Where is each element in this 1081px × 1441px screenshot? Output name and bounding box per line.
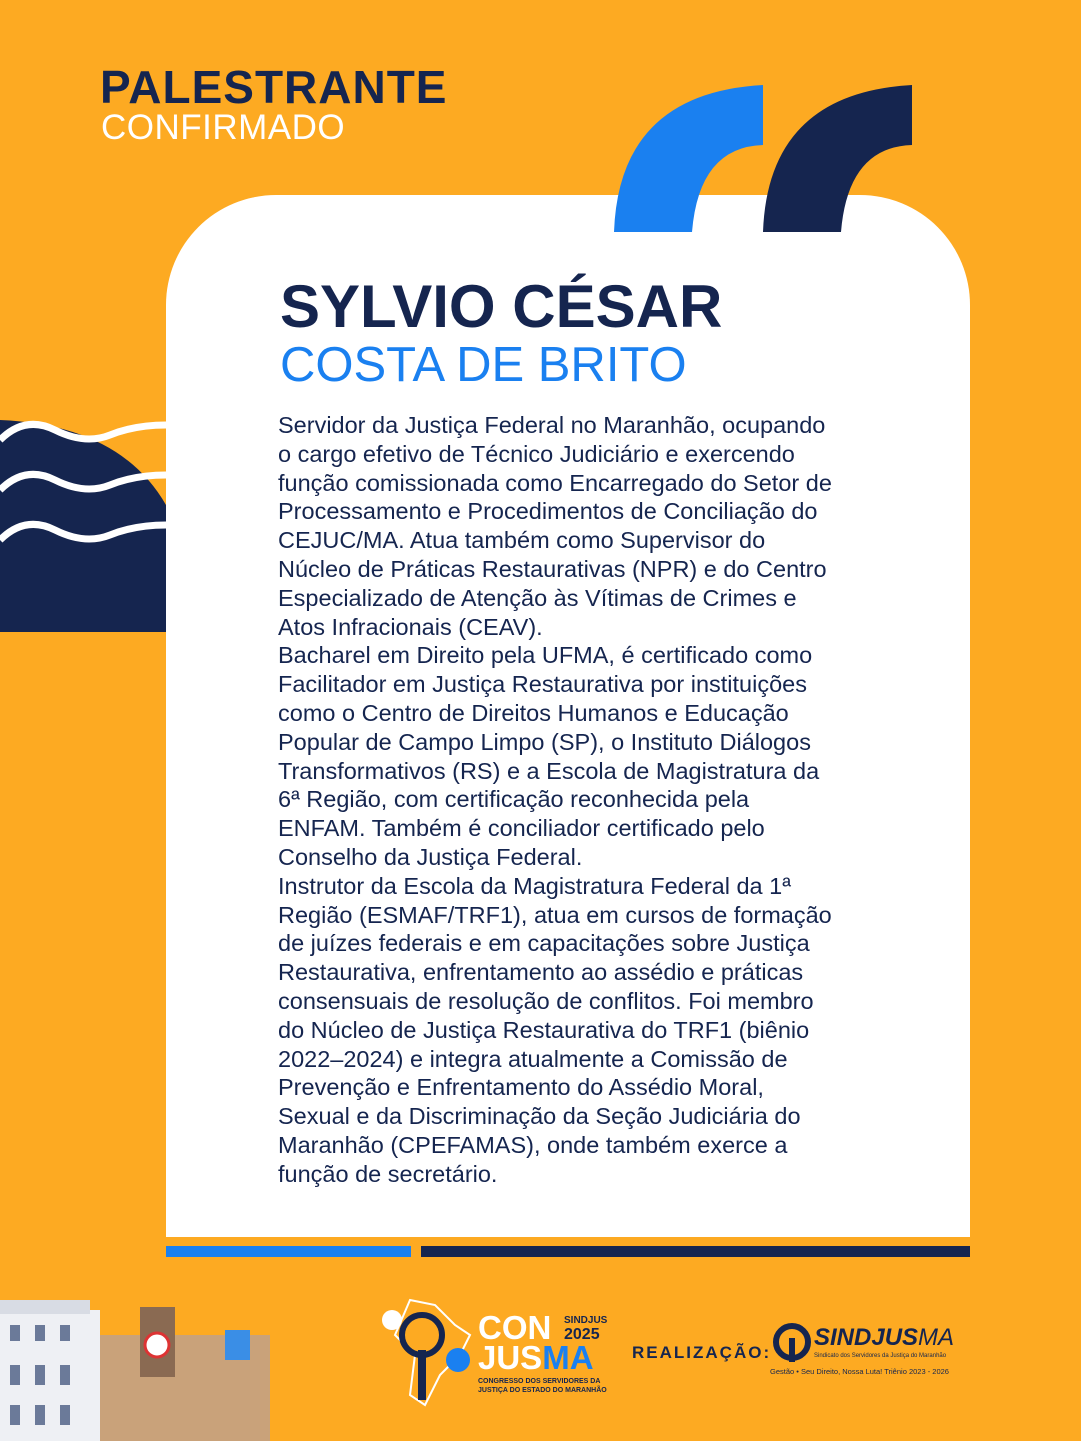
bio-line: Servidor da Justiça Federal no Maranhão, ocupando xyxy=(278,412,826,438)
bio-line: o cargo efetivo de Técnico Judiciário e exercendo xyxy=(278,440,795,467)
bio-line: Região (ESMAF/TRF1), atua em cursos de formação xyxy=(278,901,832,928)
bio-line: Prevenção e Enfrentamento do Assédio Moral, xyxy=(278,1074,764,1101)
bio-line: Atos Infracionais (CEAV). xyxy=(278,613,543,640)
bio-line: Conselho da Justiça Federal. xyxy=(278,843,583,870)
bio-line: Especializado de Atenção às Vítimas de Crimes e xyxy=(278,584,797,611)
speaker-first-name: SYLVIO CÉSAR xyxy=(280,273,723,340)
event-logo-jus: JUS xyxy=(478,1339,543,1376)
bio-line: de juízes federais e em capacitações sobre Justiça xyxy=(278,930,810,957)
bio-line: 6ª Região, com certificação reconhecida pela xyxy=(278,786,750,813)
event-logo xyxy=(380,1295,620,1410)
building-illustration xyxy=(0,1295,290,1441)
org-name-bold: SINDJUS xyxy=(814,1324,919,1351)
bio-line: Bacharel em Direito pela UFMA, é certificado como xyxy=(278,642,813,669)
org-name-light: MA xyxy=(918,1324,955,1351)
quote-mark-navy-icon xyxy=(763,85,912,232)
bio-line: Popular de Campo Limpo (SP), o Instituto Diálogos xyxy=(278,728,811,755)
divider-blue xyxy=(166,1246,411,1257)
org-logo xyxy=(770,1320,975,1380)
event-logo-emblem xyxy=(380,1295,475,1410)
bio-line: Maranhão (CPEFAMAS), onde também exerce a xyxy=(278,1131,788,1158)
org-logo-name xyxy=(814,1324,954,1352)
event-desc-line1: CONGRESSO DOS SERVIDORES DA xyxy=(478,1378,601,1385)
quote-mark-blue-icon xyxy=(614,85,763,232)
bio-line: função de secretário. xyxy=(278,1160,498,1187)
bio-line: Restaurativa, enfrentamento ao assédio e práticas xyxy=(278,959,804,986)
org-logo-motto: Gestão • Seu Direito, Nossa Luta! Triênio 2023 - 2026 xyxy=(770,1367,949,1376)
event-desc-line2: JUSTIÇA DO ESTADO DO MARANHÃO xyxy=(478,1387,607,1394)
event-logo-ma: MA xyxy=(542,1339,594,1376)
org-logo-tagline: Sindicato dos Servidores da Justiça do Maranhão xyxy=(814,1353,947,1359)
bio-line: Sexual e da Discriminação da Seção Judiciária do xyxy=(278,1103,801,1130)
bio-line: do Núcleo de Justiça Restaurativa do TRF1 (biênio xyxy=(278,1016,810,1043)
event-logo-description xyxy=(478,1377,607,1395)
bio-line: CEJUC/MA. Atua também como Supervisor do xyxy=(278,527,766,554)
org-logo-emblem xyxy=(772,1320,812,1364)
header-title: PALESTRANTE xyxy=(100,61,448,113)
bio-line: ENFAM. Também é conciliador certificado pelo xyxy=(278,815,765,842)
header-subtitle: CONFIRMADO xyxy=(101,108,346,147)
bio-line: Transformativos (RS) e a Escola de Magistratura da xyxy=(278,757,820,784)
wave-decoration xyxy=(0,405,170,635)
bio-line: Instrutor da Escola da Magistratura Federal da 1ª xyxy=(278,872,791,899)
bio-line: como o Centro de Direitos Humanos e Educação xyxy=(278,699,789,726)
event-logo-badge1: SINDJUS xyxy=(564,1315,608,1326)
bio-line: função comissionada como Encarregado do Setor de xyxy=(278,469,832,496)
bio-line: 2022–2024) e integra atualmente a Comissão de xyxy=(278,1045,788,1072)
bio-line: Facilitador em Justiça Restaurativa por instituições xyxy=(278,671,807,698)
speaker-bio xyxy=(278,411,832,1189)
realizacao-label: REALIZAÇÃO: xyxy=(632,1343,772,1362)
bio-line: Núcleo de Práticas Restaurativas (NPR) e do Centro xyxy=(278,555,827,582)
event-logo-year: 2025 xyxy=(564,1326,600,1343)
event-logo-con: CON xyxy=(478,1309,552,1346)
divider-navy xyxy=(421,1246,970,1257)
bio-line: consensuais de resolução de conflitos. Foi membro xyxy=(278,987,814,1014)
event-logo-jusma xyxy=(478,1339,594,1376)
bio-line: Processamento e Procedimentos de Conciliação do xyxy=(278,498,818,525)
speaker-last-name: COSTA DE BRITO xyxy=(280,338,687,392)
